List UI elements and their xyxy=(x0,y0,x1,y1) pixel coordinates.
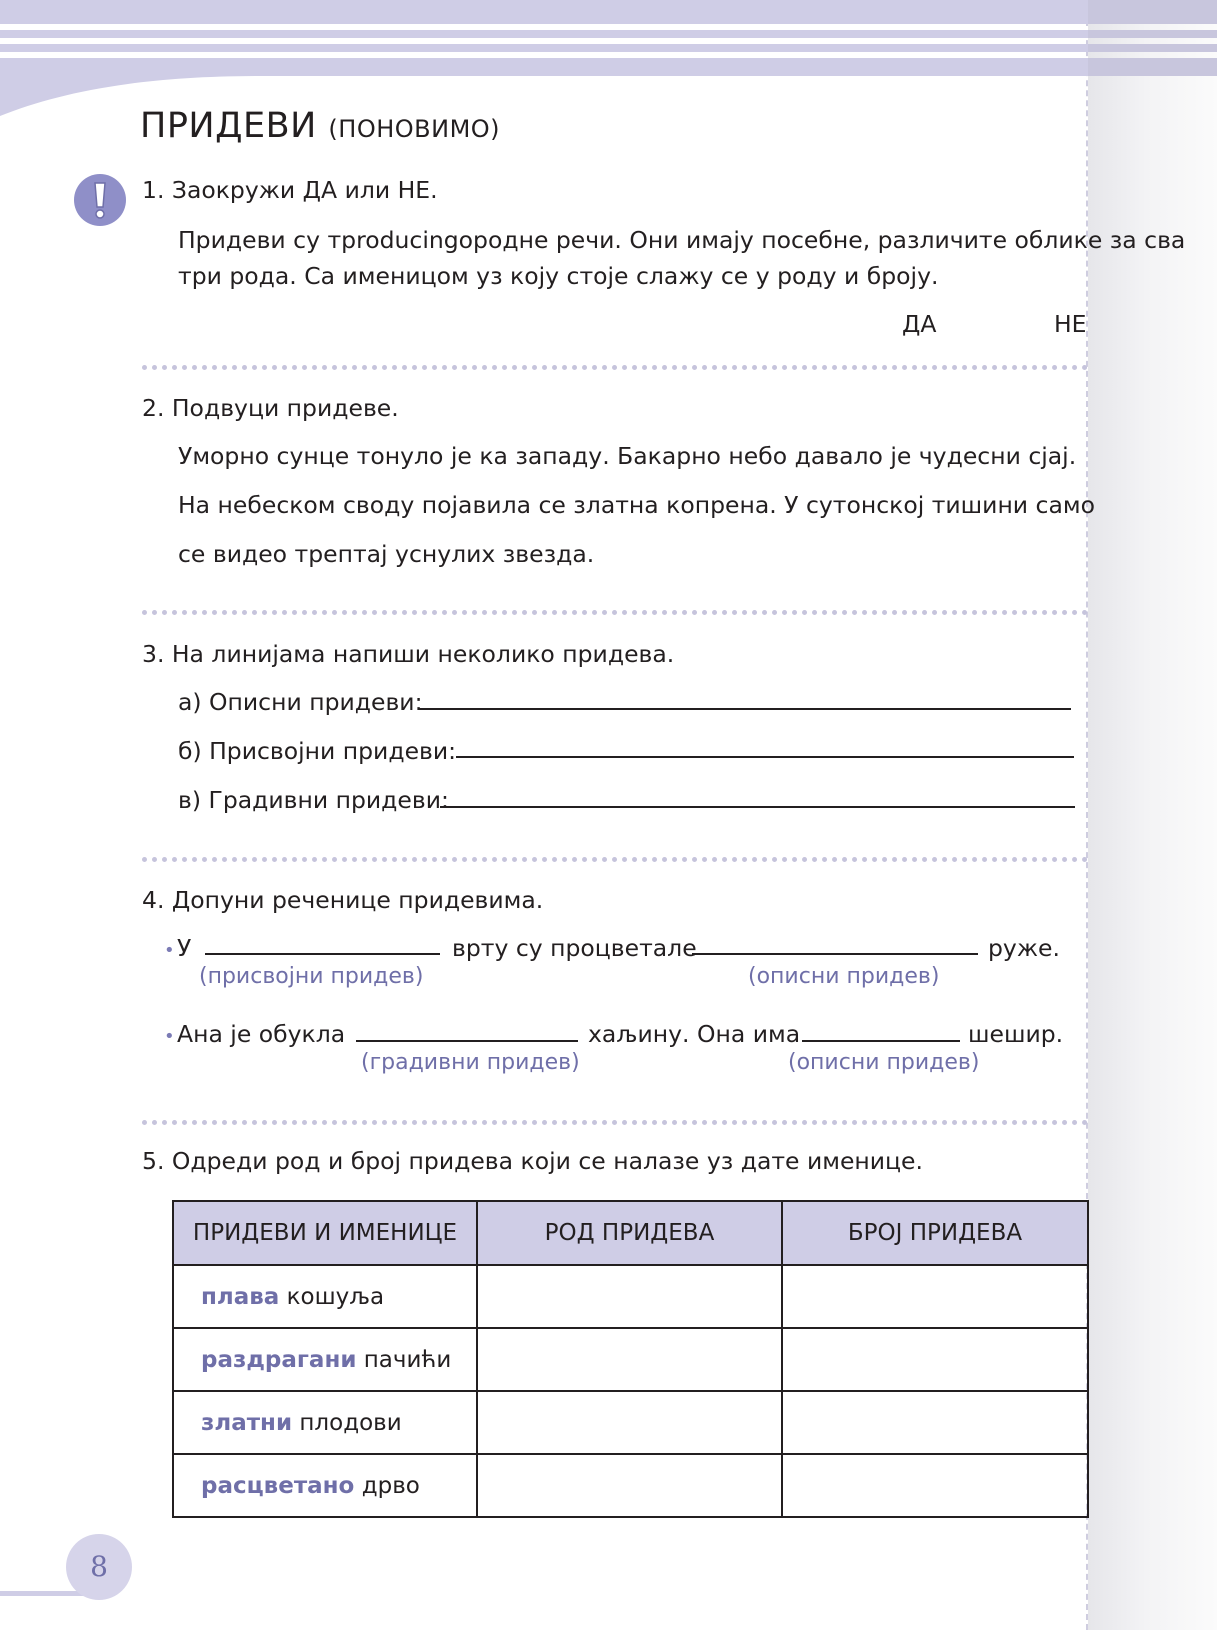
table-row xyxy=(173,1454,1088,1517)
noun: пачићи xyxy=(363,1346,452,1373)
s1-mid: врту су процветале xyxy=(452,934,697,962)
noun: кошуља xyxy=(286,1283,385,1310)
hint-possessive: (присвојни придев) xyxy=(199,964,424,989)
answer-line-c[interactable] xyxy=(440,806,1075,808)
gender-answer-cell[interactable] xyxy=(477,1454,782,1517)
number-answer-cell[interactable] xyxy=(782,1265,1088,1328)
column-header: ПРИДЕВИ И ИМЕНИЦЕ xyxy=(173,1201,477,1265)
adjective: раздрагани xyxy=(201,1346,357,1373)
task3-label-b: б) Присвојни придеви: xyxy=(178,737,457,765)
task1-prompt: 1. Заокружи ДА или НЕ. xyxy=(142,176,438,204)
adjective-noun-cell xyxy=(173,1265,477,1328)
adjective: златни xyxy=(201,1409,293,1436)
section-divider xyxy=(142,1120,1088,1125)
task4-prompt: 4. Допуни реченице придевима. xyxy=(142,886,544,914)
task1-text-line1: Придеви су тproducingородне речи. Они имају посебне, различите облике за сва xyxy=(178,226,1186,254)
page-subtitle: (ПОНОВИМО) xyxy=(328,115,501,143)
blank-possessive[interactable] xyxy=(205,953,440,955)
adjective-noun-cell xyxy=(173,1454,477,1517)
header-band xyxy=(0,0,1090,120)
page-number: 8 xyxy=(66,1534,132,1600)
header-band-gutter xyxy=(1088,0,1217,76)
adjective-noun-cell xyxy=(173,1391,477,1454)
bullet-icon: • xyxy=(164,1026,175,1047)
page-title: ПРИДЕВИ (ПОНОВИМО) xyxy=(140,106,501,146)
hint-descriptive-2: (описни придев) xyxy=(788,1050,980,1075)
s2-end: шешир. xyxy=(968,1020,1064,1048)
task2-text-line2: На небеском своду појавила се златна копрена. У сутонској тишини само xyxy=(178,491,1095,519)
number-answer-cell[interactable] xyxy=(782,1454,1088,1517)
s2-start: Ана је обукла xyxy=(177,1020,346,1048)
blank-descriptive[interactable] xyxy=(692,953,978,955)
task3-prompt: 3. На линијама напиши неколико придева. xyxy=(142,640,675,668)
hint-descriptive: (описни придев) xyxy=(748,964,940,989)
task2-text-line3: се видео трептај уснулих звезда. xyxy=(178,540,595,568)
hint-material: (градивни придев) xyxy=(361,1050,580,1075)
section-divider xyxy=(142,365,1088,370)
adjective-table xyxy=(172,1200,1089,1518)
yes-option[interactable]: ДА xyxy=(902,310,937,338)
task5-prompt: 5. Одреди род и број придева који се налазе уз дате именице. xyxy=(142,1147,923,1175)
column-header: БРОЈ ПРИДЕВА xyxy=(782,1201,1088,1265)
number-answer-cell[interactable] xyxy=(782,1328,1088,1391)
adjective: расцветано xyxy=(201,1472,355,1499)
table-row xyxy=(173,1391,1088,1454)
s1-end: руже. xyxy=(988,934,1060,962)
column-header: РОД ПРИДЕВА xyxy=(477,1201,782,1265)
table-row xyxy=(173,1265,1088,1328)
answer-line-a[interactable] xyxy=(418,708,1071,710)
table-row xyxy=(173,1328,1088,1391)
noun: плодови xyxy=(299,1409,402,1436)
gender-answer-cell[interactable] xyxy=(477,1265,782,1328)
answer-line-b[interactable] xyxy=(456,756,1074,758)
gender-answer-cell[interactable] xyxy=(477,1391,782,1454)
noun: дрво xyxy=(361,1472,420,1499)
task1-text-line2: три рода. Са именицом уз коју стоје слажу се у роду и броју. xyxy=(178,262,939,290)
blank-material[interactable] xyxy=(356,1040,578,1042)
task3-label-c: в) Градивни придеви: xyxy=(178,786,449,814)
exclamation-icon xyxy=(74,174,126,226)
task2-text-line1: Уморно сунце тонуло је ка западу. Бакарно небо давало је чудесни сјај. xyxy=(178,442,1077,470)
s1-start: У xyxy=(177,934,192,962)
adjective-noun-cell xyxy=(173,1328,477,1391)
section-divider xyxy=(142,857,1088,862)
s2-mid: хаљину. Она има xyxy=(588,1020,801,1048)
adjective: плава xyxy=(201,1283,280,1310)
task2-prompt: 2. Подвуци придеве. xyxy=(142,394,399,422)
bullet-icon: • xyxy=(164,940,175,961)
section-divider xyxy=(142,610,1088,615)
number-answer-cell[interactable] xyxy=(782,1391,1088,1454)
gender-answer-cell[interactable] xyxy=(477,1328,782,1391)
table-header-row xyxy=(173,1201,1088,1265)
task3-label-a: а) Описни придеви: xyxy=(178,688,423,716)
blank-descriptive-2[interactable] xyxy=(802,1040,960,1042)
no-option[interactable]: НЕ xyxy=(1054,310,1087,338)
